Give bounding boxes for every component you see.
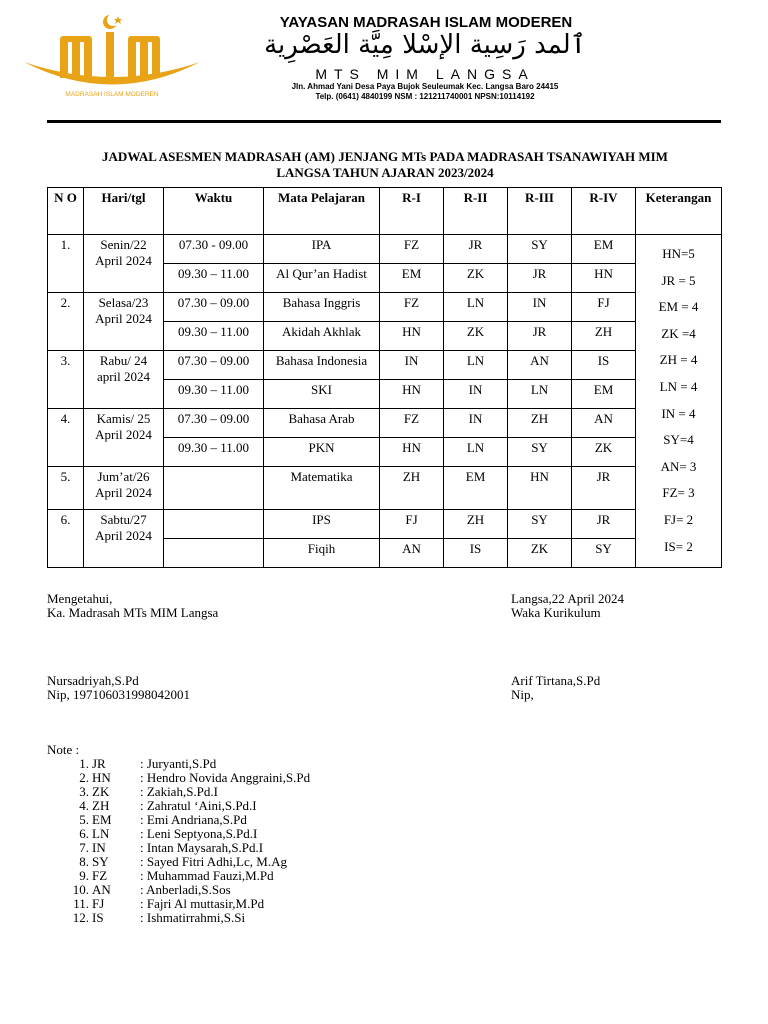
keterangan-item: FZ= 3 [662,485,695,501]
item-code: EM [92,812,112,827]
col-day: Hari/tgl [84,188,164,235]
list-item [47,826,258,841]
item-number: 1. [79,756,89,771]
subject-cell: Bahasa Indonesia [264,351,380,380]
keterangan-item: IN = 4 [661,405,696,421]
item-number: 12. [72,910,89,925]
item-name: : Zahratul ‘Aini,S.Pd.I [140,798,257,813]
time-cell: 09.30 – 11.00 [164,264,264,293]
keterangan-item: ZK =4 [661,325,696,341]
logo-caption: MADRASAH ISLAM MODEREN [65,91,159,98]
r1-cell: HN [380,322,444,351]
r1-cell: EM [380,264,444,293]
r2-cell: JR [444,235,508,264]
r2-cell: EM [444,467,508,510]
item-code: ZH [92,798,110,813]
col-r4: R-IV [572,188,636,235]
col-keterangan: Keterangan [636,188,722,235]
time-cell: 09.30 – 11.00 [164,380,264,409]
signature-left-nip: Nip, 197106031998042001 [47,687,190,702]
r2-cell: ZK [444,322,508,351]
list-item [47,770,311,785]
item-number: 10. [72,882,89,897]
item-name: : Zakiah,S.Pd.I [140,784,218,799]
time-cell [164,539,264,568]
item-code: HN [92,770,111,785]
keterangan-item: EM = 4 [658,299,699,315]
list-item [47,854,287,869]
time-cell [164,510,264,539]
header-divider [47,120,721,123]
day-no: 5. [48,467,84,510]
item-number: 11. [73,896,89,911]
r4-cell: JR [572,467,636,510]
item-number: 2. [79,770,89,785]
time-cell: 07.30 – 09.00 [164,409,264,438]
schedule-table [47,187,722,568]
keterangan-item: FJ= 2 [663,511,694,527]
list-item [47,784,218,799]
col-r1: R-I [380,188,444,235]
day-no: 6. [48,510,84,568]
item-number: 5. [79,812,89,827]
r2-cell: LN [444,351,508,380]
list-item [47,840,264,855]
keterangan-item: SY=4 [663,432,694,448]
keterangan-item: HN=5 [662,246,695,261]
r2-cell: LN [444,438,508,467]
r4-cell: AN [572,409,636,438]
table-row [48,409,722,438]
school-name: MTS MIM LANGSA [315,66,535,82]
subject-cell: IPS [264,510,380,539]
r2-cell: IS [444,539,508,568]
item-code: AN [92,882,111,897]
r3-cell: SY [508,438,572,467]
r1-cell: FZ [380,293,444,322]
r1-cell: AN [380,539,444,568]
item-number: 7. [79,840,89,855]
day-date: Jum’at/26 April 2024 [84,467,164,510]
signature-right-name: Arif Tirtana,S.Pd [511,673,601,688]
subject-cell: Akidah Akhlak [264,322,380,351]
r2-cell: ZK [444,264,508,293]
r3-cell: IN [508,293,572,322]
subject-cell: Al Qur’an Hadist [264,264,380,293]
col-subject: Mata Pelajaran [264,188,380,235]
subject-cell: IPA [264,235,380,264]
item-name: : Fajri Al muttasir,M.Pd [140,896,265,911]
table-row [48,293,722,322]
item-number: 8. [79,854,89,869]
r1-cell: FJ [380,510,444,539]
keterangan-item: AN= 3 [660,458,697,474]
title-line-1: JADWAL ASESMEN MADRASAH (AM) JENJANG MTs PADA MADRASAH TSANAWIYAH MIM [102,149,668,164]
item-name: : Intan Maysarah,S.Pd.I [140,840,264,855]
address-line-2: Telp. (0641) 4840199 NSM : 121211740001 NPSN:10114192 [315,92,535,101]
r2-cell: ZH [444,510,508,539]
r4-cell: JR [572,510,636,539]
signature-right-line1: Langsa,22 April 2024 [511,591,625,606]
list-item [47,910,246,925]
arabic-name: ٱلمد رَسِية الإسْلا مِيَّة العَصْرِية [264,30,586,60]
item-code: SY [92,854,109,869]
signature-left-name: Nursadriyah,S.Pd [47,673,139,688]
r3-cell: JR [508,322,572,351]
item-name: : Juryanti,S.Pd [140,756,217,771]
r4-cell: HN [572,264,636,293]
day-date: Selasa/23 April 2024 [84,293,164,351]
r3-cell: ZK [508,539,572,568]
subject-cell: Fiqih [264,539,380,568]
r2-cell: IN [444,380,508,409]
item-code: FZ [92,868,108,883]
subject-cell: Matematika [264,467,380,510]
keterangan-item: IS= 2 [664,538,693,554]
r1-cell: IN [380,351,444,380]
time-cell: 09.30 – 11.00 [164,322,264,351]
signature-right-line2: Waka Kurikulum [511,605,601,620]
day-date: Sabtu/27 April 2024 [84,510,164,568]
subject-cell: Bahasa Arab [264,409,380,438]
day-no: 4. [48,409,84,467]
r3-cell: SY [508,510,572,539]
item-name: : Sayed Fitri Adhi,Lc, M.Ag [140,854,287,869]
r3-cell: AN [508,351,572,380]
table-row [48,467,722,510]
r3-cell: LN [508,380,572,409]
subject-cell: Bahasa Inggris [264,293,380,322]
item-number: 4. [79,798,89,813]
day-date: Senin/22 April 2024 [84,235,164,293]
item-name: : Hendro Novida Anggraini,S.Pd [140,770,311,785]
item-number: 9. [79,868,89,883]
item-name: : Anberladi,S.Sos [140,882,231,897]
table-row [48,235,722,264]
item-code: FJ [92,896,105,911]
time-cell: 07.30 - 09.00 [164,235,264,264]
list-item [47,756,217,771]
list-item [47,868,274,883]
teacher-legend [47,742,311,925]
r4-cell: EM [572,380,636,409]
time-cell: 09.30 – 11.00 [164,438,264,467]
subject-cell: SKI [264,380,380,409]
r4-cell: FJ [572,293,636,322]
r3-cell: SY [508,235,572,264]
document-title [60,149,710,181]
r3-cell: HN [508,467,572,510]
signature-right [511,592,624,702]
address-line-1: Jln. Ahmad Yani Desa Paya Bujok Seuleumak Kec. Langsa Baro 24415 [291,82,559,91]
item-name: : Leni Septyona,S.Pd.I [140,826,258,841]
item-name: : Muhammad Fauzi,M.Pd [140,868,274,883]
r1-cell: FZ [380,235,444,264]
school-logo [22,12,202,102]
r3-cell: JR [508,264,572,293]
col-r3: R-III [508,188,572,235]
day-date: Kamis/ 25 April 2024 [84,409,164,467]
item-code: IN [92,840,106,855]
list-item [47,798,257,813]
signature-left-line2: Ka. Madrasah MTs MIM Langsa [47,605,219,620]
list-item [47,896,265,911]
day-no: 2. [48,293,84,351]
signature-right-nip: Nip, [511,687,534,702]
r1-cell: ZH [380,467,444,510]
r2-cell: LN [444,293,508,322]
foundation-name: YAYASAN MADRASAH ISLAM MODEREN [279,14,573,31]
table-row [48,510,722,539]
item-number: 3. [79,784,89,799]
r4-cell: EM [572,235,636,264]
r1-cell: FZ [380,409,444,438]
table-row [48,351,722,380]
day-no: 3. [48,351,84,409]
item-code: JR [92,756,106,771]
table-header-row [48,188,722,235]
r4-cell: IS [572,351,636,380]
keterangan-item: JR = 5 [661,272,696,288]
item-name: : Emi Andriana,S.Pd [140,812,247,827]
item-number: 6. [79,826,89,841]
subject-cell: PKN [264,438,380,467]
school-address [200,82,650,102]
note-label: Note : [47,742,80,757]
list-item [47,882,231,897]
r4-cell: ZH [572,322,636,351]
r1-cell: HN [380,380,444,409]
r4-cell: SY [572,539,636,568]
time-cell [164,467,264,510]
item-code: ZK [92,784,110,799]
col-time: Waktu [164,188,264,235]
keterangan-cell [636,235,722,568]
time-cell: 07.30 – 09.00 [164,293,264,322]
r3-cell: ZH [508,409,572,438]
title-line-2: LANGSA TAHUN AJARAN 2023/2024 [276,165,494,180]
item-code: IS [92,910,104,925]
r2-cell: IN [444,409,508,438]
keterangan-item: LN = 4 [659,378,698,394]
time-cell: 07.30 – 09.00 [164,351,264,380]
item-name: : Ishmatirrahmi,S.Si [140,910,246,925]
r1-cell: HN [380,438,444,467]
keterangan-item: ZH = 4 [659,352,698,368]
r4-cell: ZK [572,438,636,467]
day-date: Rabu/ 24 april 2024 [84,351,164,409]
signature-left [47,592,218,702]
day-no: 1. [48,235,84,293]
list-item [47,812,247,827]
col-no: N O [48,188,84,235]
item-code: LN [92,826,110,841]
signature-left-line1: Mengetahui, [47,591,113,606]
col-r2: R-II [444,188,508,235]
